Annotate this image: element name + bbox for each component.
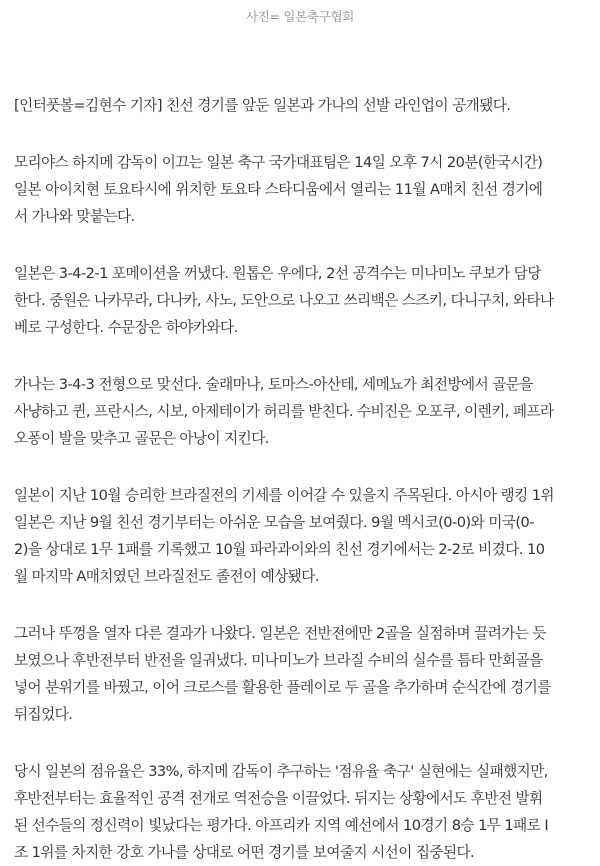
paragraph-line: 조 1위를 차지한 강호 가나를 상대로 어떤 경기를 보여줄지 시선이 집중된다. (14, 844, 475, 861)
paragraph-match-info (14, 149, 592, 230)
paragraph-line: 2)을 상대로 1무 1패를 기록했고 10월 파라과이와의 친선 경기에서는 2-2로 비겼다. 10 (14, 541, 545, 558)
paragraph-line: 일본 아이치현 토요타시에 위치한 토요타 스타디움에서 열리는 11월 A매치 친선 경기에 (14, 181, 543, 198)
paragraph-line: 넣어 분위기를 바꿨고, 이어 크로스를 활용한 플레이로 두 골을 추가하며 순식간에 경기를 (14, 679, 551, 696)
paragraph-line: 일본은 지난 9월 친선 경기부터는 아쉬운 모습을 보여줬다. 9월 멕시코(0-0)와 미국(0- (14, 514, 534, 531)
article-body (14, 92, 592, 866)
paragraph-recent-form (14, 482, 592, 590)
paragraph-line: 일본이 지난 10월 승리한 브라질전의 기세를 이어갈 수 있을지 주목된다. 아시아 랭킹 1위 (14, 487, 554, 504)
paragraph-line: 일본은 3-4-2-1 포메이션을 꺼냈다. 원톱은 우에다, 2선 공격수는 미나미노 쿠보가 담당 (14, 265, 541, 282)
paragraph-lead (14, 92, 592, 119)
paragraph-line: 서 가나와 맞붙는다. (14, 208, 135, 225)
paragraph-line: 후반전부터는 효율적인 공격 전개로 역전승을 이끌었다. 뒤지는 상황에서도 후반전 발휘 (14, 790, 543, 807)
paragraph-line: 사냥하고 퀸, 프란시스, 시보, 아제테이가 허리를 받친다. 수비진은 오포쿠, 이렌키, 페프라 (14, 403, 554, 420)
paragraph-line: 당시 일본의 점유율은 33%, 하지메 감독이 추구하는 '점유율 축구' 실현에는 실패했지만, (14, 763, 548, 780)
paragraph-line: 보였으나 후반전부터 반전을 일궈냈다. 미나미노가 브라질 수비의 실수를 틈타 만회골을 (14, 652, 543, 669)
paragraph-brazil-match (14, 620, 592, 728)
photo-caption: 사진= 일본축구협회 (245, 9, 355, 24)
paragraph-possession (14, 758, 592, 866)
paragraph-line: [인터풋볼=김현수 기자] 친선 경기를 앞둔 일본과 가나의 선발 라인업이 공개됐다. (14, 97, 511, 114)
paragraph-line: 오퐁이 발을 맞추고 골문은 아낭이 지킨다. (14, 430, 269, 447)
paragraph-line: 한다. 중원은 나카무라, 다나카, 사노, 도안으로 나오고 쓰리백은 스즈키, 다니구치, 와타나 (14, 292, 554, 309)
paragraph-japan-lineup (14, 260, 592, 341)
paragraph-ghana-lineup (14, 371, 592, 452)
paragraph-line: 뒤집었다. (14, 706, 73, 723)
paragraph-line: 그러나 뚜껑을 열자 다른 결과가 나왔다. 일본은 전반전에만 2골을 실점하며 끌려가는 듯 (14, 625, 546, 642)
paragraph-line: 베로 구성한다. 수문장은 하야카와다. (14, 319, 238, 336)
paragraph-line: 가나는 3-4-3 전형으로 맞선다. 술래마나, 토마스-아산테, 세메뇨가 최전방에서 골문을 (14, 376, 533, 393)
paragraph-line: 월 마지막 A매치였던 브라질전도 졸전이 예상됐다. (14, 568, 319, 585)
paragraph-line: 된 선수들의 정신력이 빛났다는 평가다. 아프리카 지역 예선에서 10경기 8승 1무 1패로 I (14, 817, 549, 834)
paragraph-line: 모리야스 하지메 감독이 이끄는 일본 축구 국가대표팀은 14일 오후 7시 20분(한국시간) (14, 154, 543, 171)
